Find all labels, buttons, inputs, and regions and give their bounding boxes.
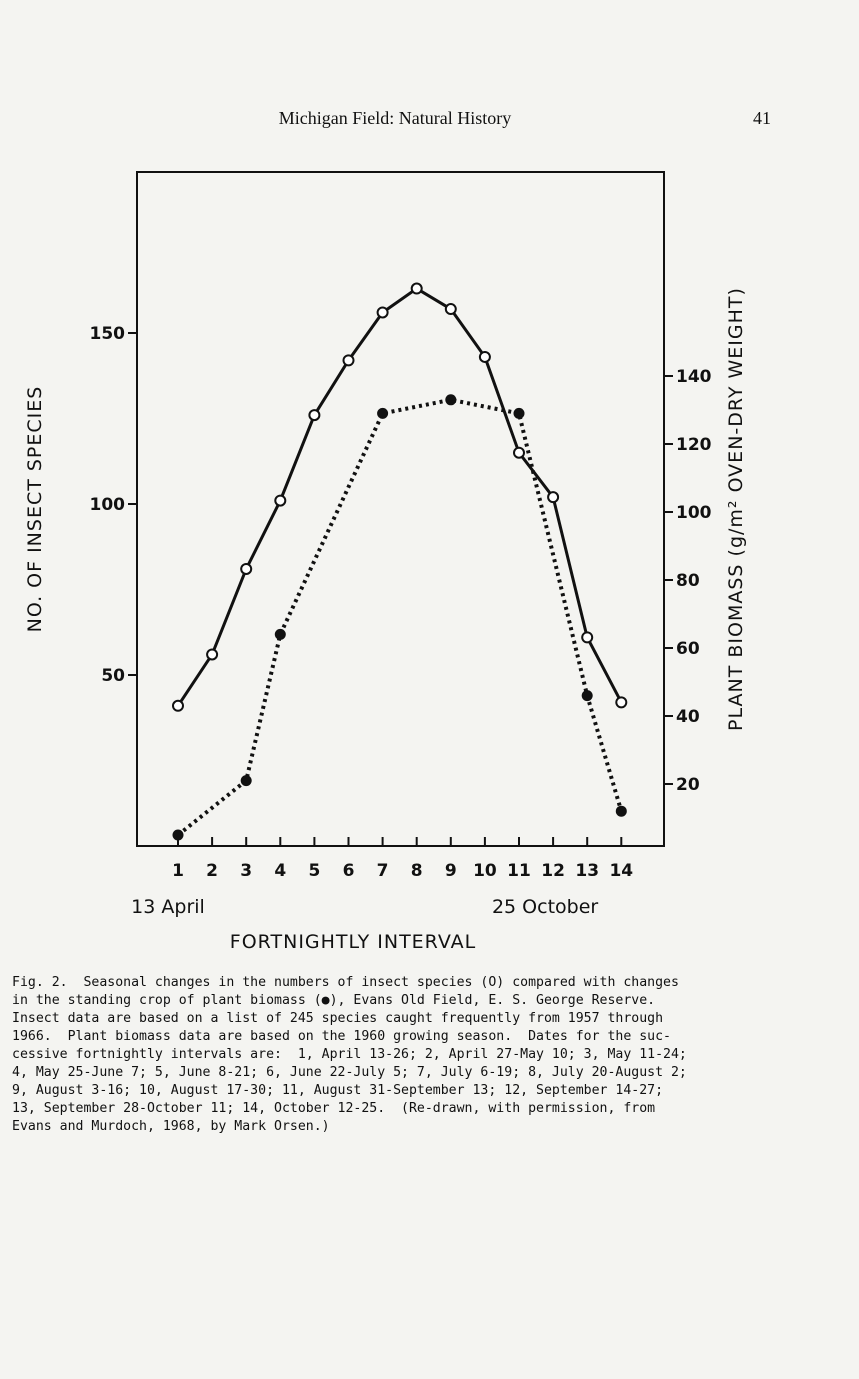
right-axis-tick-label: 40: [676, 707, 700, 727]
right-axis-tick-label: 60: [676, 639, 700, 659]
x-tick-label: 3: [240, 861, 253, 881]
plot-frame: [137, 172, 664, 846]
x-tick-label: 4: [274, 861, 287, 881]
x-tick-label: 11: [507, 861, 531, 881]
plant-biomass-line: [178, 400, 621, 835]
plant-biomass-point: [173, 830, 184, 841]
plant-biomass-point: [582, 690, 593, 701]
x-tick-label: 10: [473, 861, 497, 881]
insect-species-point: [548, 492, 558, 502]
insect-species-point: [207, 649, 217, 659]
running-header: Michigan Field: Natural History: [278, 108, 512, 128]
plant-biomass-point: [616, 806, 627, 817]
right-axis-tick-label: 80: [676, 571, 700, 591]
x-tick-label: 9: [444, 861, 457, 881]
insect-species-point: [173, 701, 183, 711]
plant-biomass-point: [241, 775, 252, 786]
x-axis-title: FORTNIGHTLY INTERVAL: [229, 931, 477, 953]
insect-species-point: [616, 697, 626, 707]
x-tick-label: 1: [172, 861, 184, 881]
x-tick-label: 5: [308, 861, 321, 881]
left-axis-title: NO. OF INSECT SPECIES: [24, 385, 46, 633]
x-tick-label: 8: [410, 861, 423, 881]
left-axis-tick-label: 100: [89, 495, 125, 515]
x-tick-label: 7: [376, 861, 389, 881]
x-tick-label: 6: [342, 861, 355, 881]
x-tick-label: 13: [575, 861, 600, 881]
insect-species-point: [344, 355, 354, 365]
insect-species-point: [309, 410, 319, 420]
x-tick-label: 2: [206, 861, 219, 881]
left-axis-tick-label: 50: [101, 666, 125, 686]
x-annotation-end: 25 October: [491, 896, 599, 918]
insect-species-point: [275, 496, 285, 506]
insect-species-point: [480, 352, 490, 362]
line-chart: [0, 150, 859, 960]
plant-biomass-point: [275, 629, 286, 640]
insect-species-point: [446, 304, 456, 314]
insect-species-point: [582, 632, 592, 642]
figure-caption: Fig. 2. Seasonal changes in the numbers of insect species (O) compared with changes in the standing crop of plant biomass (●), Evans Old Field, E. S. George Reserve. Insect data are based on a list of 245 species caught frequently from 1957 through 1966. Plant biomass data are based on the 1960 growing season. Dates for the suc- cessive fortnightly intervals are: 1, April 13-26; 2, April 27-May 10; 3, May 11-24; 4, May 25-June 7; 5, June 8-21; 6, June 22-July 5; 7, July 6-19; 8, July 20-August 2; 9, August 3-16; 10, August 17-30; 11, August 31-September 13; 12, September 14-27; 13, September 28-October 11; 14, October 12-25. (Re-drawn, with permission, from Evans and Murdoch, 1968, by Mark Orsen.): [12, 975, 687, 1134]
x-tick-label: 12: [541, 861, 565, 881]
plant-biomass-point: [377, 408, 388, 419]
insect-species-point: [378, 307, 388, 317]
insect-species-point: [412, 284, 422, 294]
right-axis-tick-label: 20: [676, 775, 700, 795]
insect-species-point: [514, 448, 524, 458]
right-axis-tick-label: 120: [676, 435, 712, 455]
plant-biomass-point: [514, 408, 525, 419]
plant-biomass-point: [445, 394, 456, 405]
left-axis-tick-label: 150: [89, 324, 125, 344]
insect-species-point: [241, 564, 251, 574]
right-axis-tick-label: 100: [676, 503, 712, 523]
right-axis-title: PLANT BIOMASS (g/m² OVEN-DRY WEIGHT): [725, 287, 747, 731]
x-tick-label: 14: [609, 861, 634, 881]
right-axis-tick-label: 140: [676, 367, 712, 387]
page-number: 41: [753, 108, 771, 128]
x-annotation-start: 13 April: [131, 896, 205, 918]
